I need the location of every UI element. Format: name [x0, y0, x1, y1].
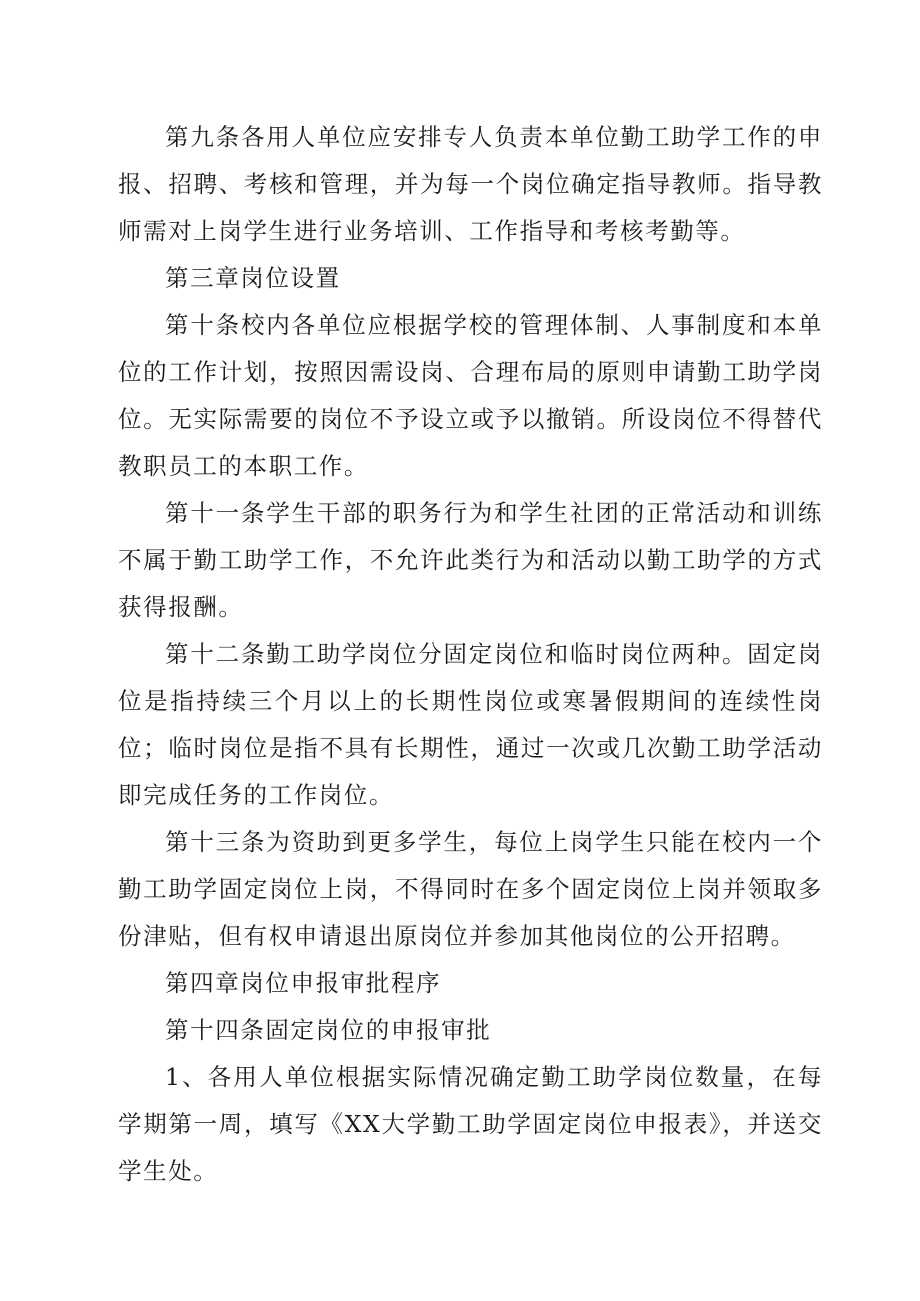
article-14-item-1: 1、各用人单位根据实际情况确定勤工助学岗位数量，在每学期第一周，填写《XX大学勤工助学固定岗位申报表》，并送交学生处。 [118, 1063, 823, 1185]
chapter-4-heading: 第四章岗位申报审批程序 [165, 969, 442, 997]
document-body [118, 114, 823, 1195]
article-11-paragraph: 第十一条学生干部的职务行为和学生社团的正常活动和训练不属于勤工助学工作，不允许此类行为和活动以勤工助学的方式获得报酬。 [118, 499, 823, 621]
article-12-paragraph: 第十二条勤工助学岗位分固定岗位和临时岗位两种。固定岗位是指持续三个月以上的长期性岗位或寒暑假期间的连续性岗位；临时岗位是指不具有长期性，通过一次或几次勤工助学活动即完成任务的工作岗位。 [118, 640, 823, 809]
article-13-paragraph: 第十三条为资助到更多学生，每位上岗学生只能在校内一个勤工助学固定岗位上岗，不得同时在多个固定岗位上岗并领取多份津贴，但有权申请退出原岗位并参加其他岗位的公开招聘。 [118, 828, 823, 950]
chapter-3-heading: 第三章岗位设置 [165, 264, 341, 292]
article-9-paragraph: 第九条各用人单位应安排专人负责本单位勤工助学工作的申报、招聘、考核和管理，并为每一个岗位确定指导教师。指导教师需对上岗学生进行业务培训、工作指导和考核考勤等。 [118, 123, 823, 245]
article-10-paragraph: 第十条校内各单位应根据学校的管理体制、人事制度和本单位的工作计划，按照因需设岗、合理布局的原则申请勤工助学岗位。无实际需要的岗位不予设立或予以撤销。所设岗位不得替代教职员工的本职工作。 [118, 311, 823, 480]
article-14-heading: 第十四条固定岗位的申报审批 [165, 1016, 492, 1044]
